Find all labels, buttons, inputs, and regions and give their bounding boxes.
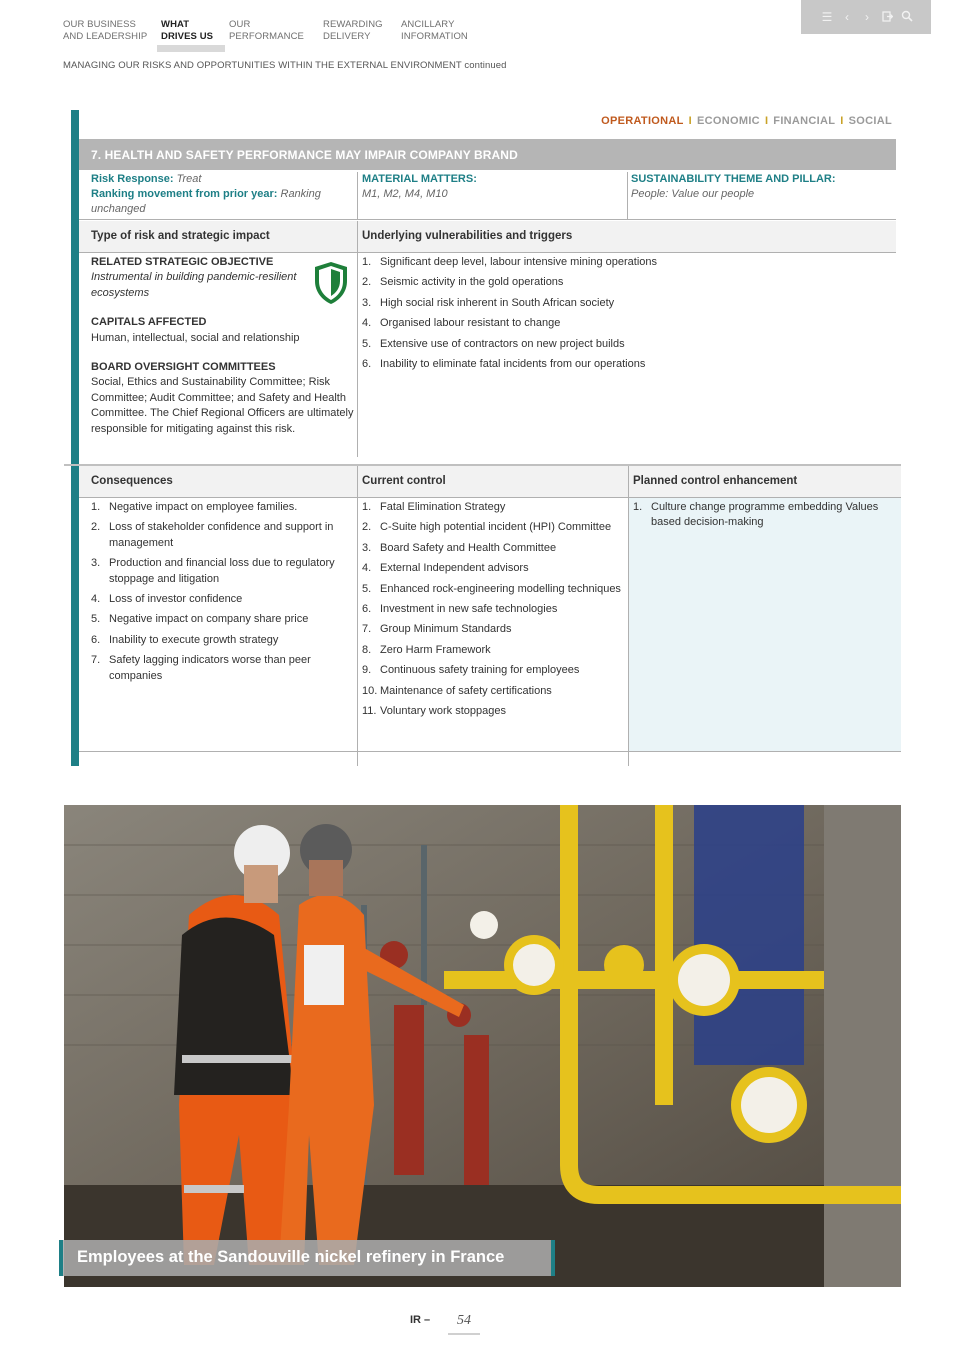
risk-response-value: Treat [176,173,202,185]
list-item-number: 4. [362,562,372,575]
nav-label: ANCILLARY [401,19,455,30]
category-social: SOCIAL [848,115,892,127]
capitals-text: Human, intellectual, social and relationship [91,331,300,344]
consequence-item [91,612,355,627]
list-item-number: 2. [362,276,372,289]
list-item-text: Investment in new safe technologies [380,603,558,616]
nav-label: WHAT [161,19,190,30]
list-item-text: Negative impact on company share price [109,613,309,626]
control-item [362,602,626,617]
toolbar [801,0,931,34]
list-item-text: Maintenance of safety certifications [380,684,552,697]
planned-header: Planned control enhancement [629,466,901,497]
nav-label: DRIVES US [161,31,214,42]
vulnerability-item [362,357,896,372]
control-item [362,582,626,597]
subtitle-text: MANAGING OUR RISKS AND OPPORTUNITIES WITHIN THE EXTERNAL ENVIRONMENT [63,60,462,71]
list-item-number: 6. [91,633,101,646]
refinery-photo-illustration [64,805,901,1287]
nav-label: INFORMATION [401,31,468,42]
page-number-underline [448,1333,480,1335]
list-item-text: Organised labour resistant to change [380,317,561,330]
vulnerability-item [362,337,896,352]
list-item-text: Board Safety and Health Committee [380,541,557,554]
control-item [362,643,626,658]
list-item-number: 7. [91,654,101,667]
vulnerability-item [362,275,896,290]
list-item-text: High social risk inherent in South African society [380,296,615,309]
list-item-text: Inability to eliminate fatal incidents from our operations [380,358,646,371]
list-item-text: C-Suite high potential incident (HPI) Committee [380,521,612,534]
divider [357,221,358,457]
list-item-number: 8. [362,643,372,656]
list-item-number: 10. [362,684,378,697]
risk-categories [601,115,892,127]
control-item [362,561,626,576]
list-item-number: 9. [362,664,372,677]
list-item-number: 5. [362,582,372,595]
category-financial: FINANCIAL [773,115,836,127]
vulnerability-item [362,296,896,311]
list-item-text: External Independent advisors [380,562,529,575]
nav-what-drives-us[interactable] [161,19,229,43]
list-item-text: Enhanced rock-engineering modelling techniques [380,582,621,595]
capitals-heading: CAPITALS AFFECTED [91,316,207,329]
planned-list [633,500,895,536]
consequence-item [91,500,355,515]
list-item-number: 2. [362,521,372,534]
divider [79,751,901,752]
material-matters-label: MATERIAL MATTERS: [362,173,477,185]
nav-label: REWARDING [323,19,383,30]
list-item-number: 11. [362,705,377,718]
category-economic: ECONOMIC [697,115,760,127]
list-item-number: 6. [362,358,372,371]
category-separator: I [764,115,769,127]
nav-label: PERFORMANCE [229,31,304,42]
list-item-text: Seismic activity in the gold operations [380,276,564,289]
list-item-number: 4. [91,593,101,606]
list-item-number: 1. [91,501,101,513]
accent-bar [71,110,79,766]
control-header: Current control [358,466,628,497]
list-item-text: Voluntary work stoppages [380,705,506,718]
list-item-text: Fatal Elimination Strategy [380,501,506,513]
vulnerability-item [362,255,896,270]
list-item-number: 4. [362,317,372,330]
planned-item [633,500,895,531]
consequence-item [91,592,355,607]
consequences-list [91,500,355,689]
list-item-text: Extensive use of contractors on new project builds [380,337,625,350]
list-item-text: Production and financial loss due to regulatory stoppage and litigation [109,557,335,585]
control-item [362,663,626,678]
divider [627,172,628,219]
consequence-item [91,556,355,587]
list-item-number: 3. [362,541,372,554]
risk-summary-row [79,172,896,219]
nav-our-business[interactable] [63,19,161,43]
list-item-number: 5. [362,337,372,350]
divider [79,497,901,498]
list-item-text: Negative impact on employee families. [109,501,298,513]
category-separator: I [688,115,693,127]
list-item-number: 1. [633,501,643,513]
divider [79,252,896,253]
category-separator: I [840,115,844,127]
list-item-text: Culture change programme embedding Values based decision-making [651,501,879,529]
consequences-header: Consequences [79,466,357,497]
risk-response-cell [79,172,357,219]
page-number: 54 [457,1313,471,1328]
list-item-number: 2. [91,521,101,534]
page-subtitle [63,60,507,71]
material-matters-cell [350,172,620,219]
consequence-item [91,633,355,648]
control-item [362,704,626,719]
divider [357,466,358,766]
list-item-number: 7. [362,623,372,636]
nav-label: OUR BUSINESS [63,19,136,30]
ranking-label: Ranking movement from prior year: [91,188,278,200]
control-item [362,622,626,637]
nav-our-performance[interactable] [229,19,323,43]
impact-header: Type of risk and strategic impact [79,221,357,252]
top-navigation [63,19,491,43]
objective-heading: RELATED STRATEGIC OBJECTIVE [91,256,274,268]
controls-list [362,500,626,724]
shield-icon [313,261,349,305]
sustainability-theme-label: SUSTAINABILITY THEME AND PILLAR: [631,173,836,185]
list-item-number: 3. [91,557,101,570]
vulnerabilities-header: Underlying vulnerabilities and triggers [358,221,896,252]
list-item-text: Significant deep level, labour intensive mining operations [380,256,658,268]
divider [628,466,629,766]
category-operational: OPERATIONAL [601,115,684,127]
ranking-value: Ranking unchanged [91,188,321,215]
list-item-text: Safety lagging indicators worse than peer companies [109,654,311,682]
nav-label: DELIVERY [323,31,371,42]
board-text: Social, Ethics and Sustainability Committee; Risk Committee; Audit Committee; and Safety and Health Committee. The Chief Regional Officers are ultimately responsible for mitigating against this risk. [91,376,354,435]
list-item-text: Group Minimum Standards [380,623,512,636]
risk-response-label: Risk Response: [91,173,174,185]
consequence-item [91,653,355,684]
list-item-text: Inability to execute growth strategy [109,633,279,646]
control-item [362,541,626,556]
subtitle-continued: continued [464,60,507,71]
control-item [362,500,626,515]
nav-ancillary-information[interactable] [401,19,491,43]
active-nav-indicator [157,45,225,52]
vulnerability-item [362,316,896,331]
list-item-text: Loss of stakeholder confidence and support in management [109,521,334,549]
chevron-left-icon[interactable]: ‹ [845,10,849,24]
risk-title: 7. HEALTH AND SAFETY PERFORMANCE MAY IMPAIR COMPANY BRAND [79,139,896,170]
sustainability-theme-value: People: Value our people [631,188,755,200]
control-item [362,520,626,535]
search-icon[interactable] [901,10,913,24]
list-item-number: 3. [362,296,372,309]
menu-icon[interactable]: ☰ [821,10,833,24]
divider [357,172,358,219]
nav-label: OUR [229,19,251,30]
photo-caption: Employees at the Sandouville nickel refinery in France [59,1240,555,1276]
list-item-number: 5. [91,613,101,626]
control-item [362,684,626,699]
list-item-number: 6. [362,603,372,616]
chevron-right-icon[interactable]: › [865,10,869,24]
list-item-number: 1. [362,501,372,513]
divider [79,219,896,220]
footer-label: IR – [410,1314,431,1326]
sustainability-theme-cell [619,172,896,219]
board-heading: BOARD OVERSIGHT COMMITTEES [91,361,276,374]
vulnerabilities-list [362,255,896,377]
objective-text: Instrumental in building pandemic-resilient ecosystems [91,271,297,299]
refinery-photo [64,805,901,1287]
nav-label: AND LEADERSHIP [63,31,148,42]
exit-icon[interactable] [881,11,893,24]
list-item-text: Loss of investor confidence [109,593,243,606]
list-item-text: Continuous safety training for employees [380,664,580,677]
material-matters-value: M1, M2, M4, M10 [362,188,448,200]
nav-rewarding-delivery[interactable] [323,19,401,43]
list-item-text: Zero Harm Framework [380,643,491,656]
consequence-item [91,520,355,551]
list-item-number: 1. [362,256,372,268]
